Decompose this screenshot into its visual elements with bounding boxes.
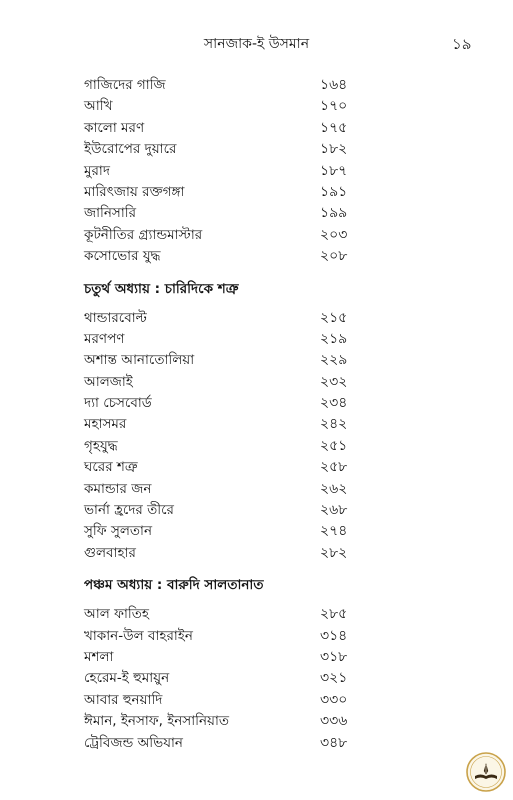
toc-entry-title: মহাসমর <box>84 416 127 433</box>
toc-entry-title: কালো মরণ <box>84 119 145 136</box>
toc-entry-page: ১৬৪ <box>320 77 348 93</box>
toc-entry <box>84 161 354 182</box>
toc-entry-title: আল ফাতিহ <box>84 606 149 623</box>
toc-entry-page: ২৬৮ <box>320 502 348 519</box>
chapter-heading: চতুর্থ অধ্যায় : চারিদিকে শত্রু <box>84 280 239 297</box>
toc-entry-title: ইউরোপের দুয়ারে <box>84 141 177 158</box>
page-number: ১৯ <box>452 35 472 53</box>
toc-entry <box>84 668 354 689</box>
toc-entry-page: ২২৯ <box>320 352 348 369</box>
toc-entry-title: আখি <box>84 98 113 115</box>
toc-entry-page: ২৩৪ <box>320 395 348 412</box>
toc-entry <box>84 182 354 203</box>
toc-entry-page: ১৯৯ <box>320 205 348 222</box>
toc-entry-page: ৩৩০ <box>320 691 348 708</box>
book-quill-emblem-icon <box>466 752 506 792</box>
toc-entry-page: ২৪২ <box>320 416 348 433</box>
toc-entry <box>84 500 354 521</box>
toc-entry <box>84 225 354 246</box>
toc-entry <box>84 96 354 117</box>
toc-entry <box>84 436 354 457</box>
toc-entry-page: ২৭৪ <box>320 523 348 540</box>
toc-entry-title: গুলবাহার <box>84 544 136 561</box>
toc-entry-page: ৩১৪ <box>320 627 348 644</box>
toc-entry-title: দ্যা চেসবোর্ড <box>84 395 152 412</box>
toc-entry-title: জানিসারি <box>84 205 137 222</box>
toc-entry-page: ২৩২ <box>320 373 348 390</box>
toc-entry <box>84 543 354 564</box>
toc-entry <box>84 626 354 647</box>
toc-section <box>84 272 354 565</box>
toc-entry <box>84 604 354 625</box>
toc-entry <box>84 479 354 500</box>
toc-entry-title: গাজিদের গাজি <box>84 77 166 93</box>
toc-entry-page: ২০৩ <box>320 226 348 243</box>
toc-entry-title: মশলা <box>84 648 114 665</box>
toc-entry-page: ১৮৭ <box>320 162 348 179</box>
toc-entry <box>84 308 354 329</box>
toc-entry <box>84 329 354 350</box>
toc-entry <box>84 75 354 96</box>
toc-entry <box>84 414 354 435</box>
toc-entry-page: ১৭০ <box>320 98 348 115</box>
publisher-logo-graphic <box>466 752 506 792</box>
toc-entry-page: ৩১৮ <box>320 648 348 665</box>
table-of-contents <box>84 75 354 754</box>
toc-entry-title: খাকান-উল বাহরাইন <box>84 627 193 644</box>
toc-entry-page: ৩৪৮ <box>320 734 348 751</box>
page-header <box>0 34 513 54</box>
toc-entry-title: থান্ডারবোল্ট <box>84 309 147 326</box>
toc-entry <box>84 203 354 224</box>
toc-entry-page: ২০৮ <box>320 248 348 265</box>
toc-entry <box>84 690 354 711</box>
toc-entry <box>84 393 354 414</box>
toc-entry <box>84 457 354 478</box>
toc-entry-title: মারিৎজায় রক্তগঙ্গা <box>84 183 185 200</box>
toc-entry <box>84 733 354 754</box>
toc-entry-title: আবার হুনয়াদি <box>84 691 163 708</box>
toc-entry-page: ৩৩৬ <box>320 713 348 730</box>
toc-entry-title: কূটনীতির গ্র্যান্ডমাস্টার <box>84 226 203 243</box>
toc-entry <box>84 350 354 371</box>
toc-entry <box>84 521 354 542</box>
toc-entry-title: ট্রেবিজন্ড অভিযান <box>84 734 183 751</box>
toc-entry-title: ঈমান, ইনসাফ, ইনসানিয়াত <box>84 713 230 730</box>
toc-entry-title: মুরাদ <box>84 162 110 179</box>
toc-entry-title: গৃহযুদ্ধ <box>84 437 118 454</box>
toc-entry-page: ২১৯ <box>320 330 348 347</box>
toc-entry-page: ৩২১ <box>320 670 348 687</box>
toc-entry-page: ২৮২ <box>320 544 348 561</box>
toc-entry-title: আলজাই <box>84 373 133 390</box>
running-title: সানজাক-ই উসমান <box>203 36 310 52</box>
toc-entry <box>84 118 354 139</box>
toc-entry <box>84 372 354 393</box>
toc-entry-page: ২৮৫ <box>320 606 348 623</box>
toc-entry-title: হেরেম-ই হুমায়ুন <box>84 670 170 687</box>
toc-entry-title: অশান্ত আনাতোলিয়া <box>84 352 195 369</box>
toc-entry-page: ২৫১ <box>320 437 348 454</box>
toc-entry-title: সুফি সুলতান <box>84 523 153 540</box>
toc-entry-page: ১৭৫ <box>320 119 348 136</box>
toc-entry <box>84 246 354 267</box>
chapter-heading: পঞ্চম অধ্যায় : বারুদি সালতানাত <box>84 577 264 594</box>
toc-entry-page: ২১৫ <box>320 309 348 326</box>
toc-entry <box>84 139 354 160</box>
toc-section <box>84 75 354 268</box>
toc-entry <box>84 711 354 732</box>
toc-entry-title: ভার্না হ্রদের তীরে <box>84 502 174 519</box>
toc-entry-page: ২৫৮ <box>320 459 348 476</box>
toc-section <box>84 568 354 754</box>
toc-entry-page: ১৮২ <box>320 141 348 158</box>
toc-entry-title: মরণপণ <box>84 330 125 347</box>
toc-entry-page: ১৯১ <box>320 183 348 200</box>
toc-entry-title: কসোভোর যুদ্ধ <box>84 248 161 265</box>
toc-entry-title: কমান্ডার জন <box>84 480 152 497</box>
toc-entry <box>84 647 354 668</box>
toc-entry-page: ২৬২ <box>320 480 348 497</box>
toc-entry-title: ঘরের শত্রু <box>84 459 138 476</box>
